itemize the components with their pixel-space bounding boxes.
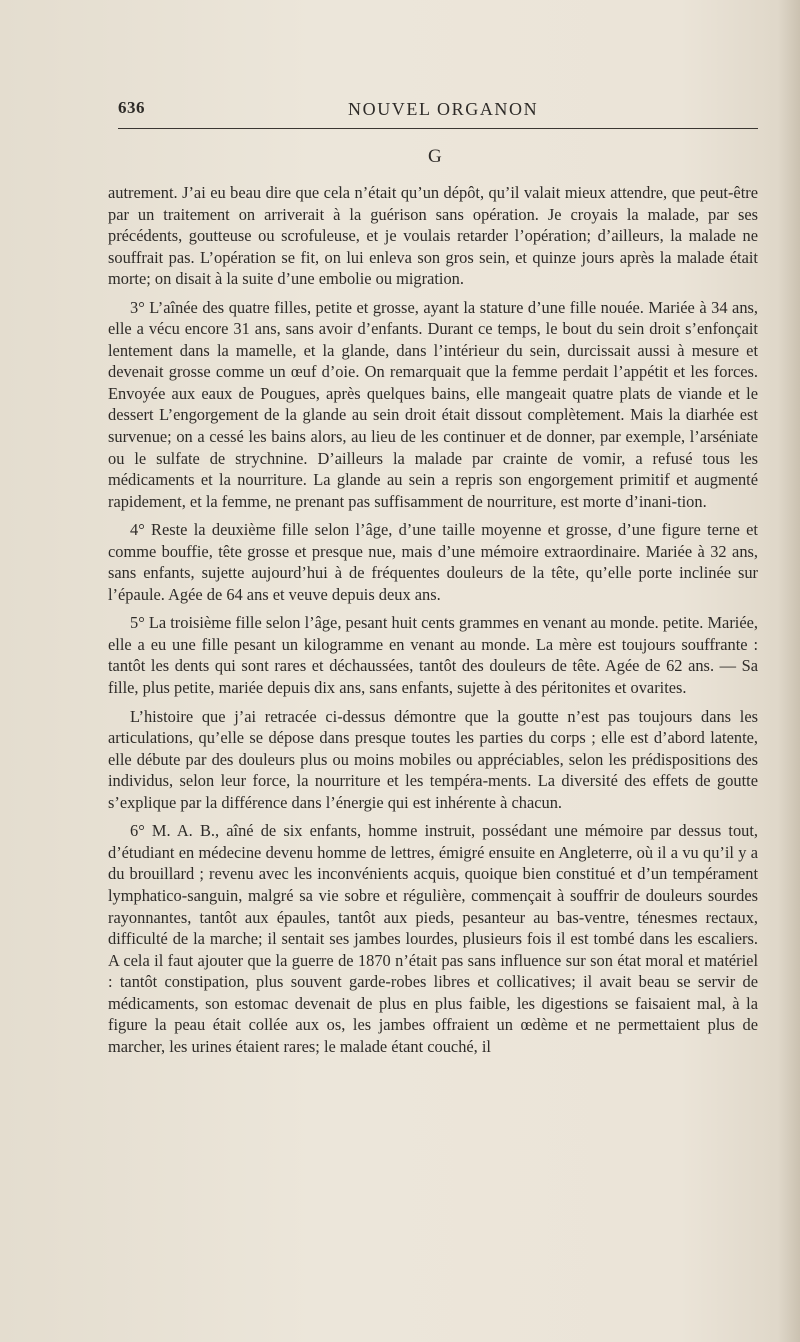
paragraph-case-6: 6° M. A. B., aîné de six enfants, homme instruit, possédant une mémoire par dessus tout, d’étudiant en médecine devenu homme de lettres, émigré ensuite en Angleterre, où il a vu qu’il y a du brouillard ; revenu avec les inconvénients acquis, quoique bien constitué et d’un tempérament lymphatico-sanguin, malgré sa vie sobre et régulière, commençait à souffrir de douleurs sourdes rayonnantes, tantôt aux épaules, tantôt aux pieds, pesanteur au bas-ventre, ténesmes rectaux, difficulté de la marche; il sentait ses jambes lourdes, plusieurs fois il est tombé dans les escaliers. A cela il faut ajouter que la guerre de 1870 n’était pas sans influence sur son état moral et matériel : tantôt constipation, plus souvent garde-robes libres et collicatives; il avait beau se servir de médicaments, son estomac devenait de plus en plus faible, les digestions se faisaient mal, à la figure la peau était collée aux os, les jambes offraient un œdème et ne permettaient plus de marcher, les urines étaient rares; le malade étant couché, il	[108, 821, 758, 1056]
header-rule	[118, 128, 758, 129]
body-text	[108, 182, 758, 1064]
running-title: NOUVEL ORGANON	[348, 99, 539, 119]
paragraph-case-5: 5° La troisième fille selon l’âge, pesant huit cents grammes en venant au monde. petite. Mariée, elle a eu une fille pesant un kilogramme en venant au monde. La mère est toujours souffrante : tantôt les dents qui sont rares et déchaussées, tantôt des douleurs de tête. Agée de 62 ans. — Sa fille, plus petite, mariée depuis dix ans, sans enfants, sujette à des péritonites et ovarites.	[108, 613, 758, 698]
paragraph-case-3: 3° L’aînée des quatre filles, petite et grosse, ayant la stature d’une fille nouée. Mariée à 34 ans, elle a vécu encore 31 ans, sans avoir d’enfants. Durant ce temps, le bout du sein droit s’enfonçait lentement dans la mamelle, et la glande, dans l’intérieur du sein, durcissait aussi à mesure et devenait grosse comme un œuf d’oie. On remarquait que la femme perdait l’appétit et les forces. Envoyée aux eaux de Pougues, après quelques bains, elle mangeait quatre plats de viande et le dessert L’engorgement de la glande au sein droit était dissout complètement. Mais la diarhée est survenue; on a cessé les bains alors, au lieu de les continuer et de donner, par exemple, l’arséniate ou le sulfate de strychnine. D’ailleurs la malade par crainte de vomir, a refusé tous les médicaments et la nourriture. La glande au sein a repris son engorgement primitif et augmenté rapidement, et la femme, ne prenant pas suffisamment de nourriture, est morte d’inani-tion.	[108, 297, 758, 511]
paragraph-continuation: autrement. J’ai eu beau dire que cela n’était qu’un dépôt, qu’il valait mieux attendre, que peut-être par un traitement on arriverait à la guérison sans opération. Je croyais la malade, par ses précédents, goutteuse ou scrofuleuse, et je voulais retarder l’opération; d’ailleurs, la malade ne souffrait pas. L’opération se fit, on lui enleva son gros sein, et quinze jours après la malade était morte; on disait à la suite d’une embolie ou migration.	[108, 183, 758, 289]
signature-mark: G	[428, 146, 442, 167]
page-number: 636	[118, 98, 145, 117]
page-header	[118, 96, 758, 126]
paragraph-case-4: 4° Reste la deuxième fille selon l’âge, d’une taille moyenne et grosse, d’une figure terne et comme bouffie, tête grosse et presque nue, mais d’une mémoire extraordinaire. Mariée à 32 ans, sans enfants, sujette aujourd’hui à de fréquentes douleurs de la tête, qu’elle porte inclinée sur l’épaule. Agée de 64 ans et veuve depuis deux ans.	[108, 520, 758, 604]
paragraph-discussion: L’histoire que j’ai retracée ci-dessus démontre que la goutte n’est pas toujours dans les articulations, qu’elle se dépose dans presque toutes les parties du corps ; elle est d’abord latente, elle débute par des douleurs plus ou moins mobiles ou appréciables, selon les prédispositions des individus, selon leur force, la nourriture et les tempéra-ments. La diversité des effets de goutte s’explique par la différence dans l’énergie qui est inhérente à chacun.	[108, 706, 758, 812]
page-edge-shadow	[778, 0, 800, 1342]
